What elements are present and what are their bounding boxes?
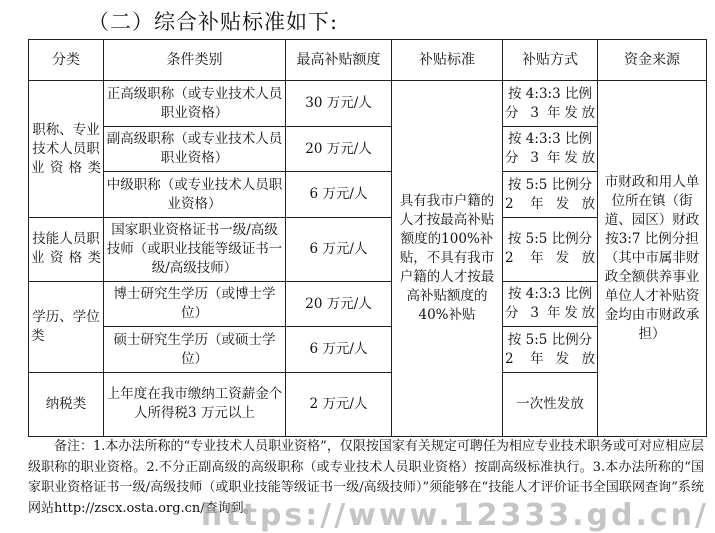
standard-cell: 具有我市户籍的人才按最高补贴额度的100%补贴，不具有我市户籍的人才按最高补贴额度的40%补贴 bbox=[392, 81, 503, 437]
method-cell: 按 5:5 比例分 2 年发放 bbox=[503, 217, 598, 281]
condition-cell: 上年度在我市缴纳工资薪金个人所得税3 万元以上 bbox=[104, 372, 286, 436]
condition-cell: 国家职业资格证书一级/高级技师（或职业技能等级证书一级/高级技师） bbox=[104, 217, 286, 281]
subsidy-standard-table bbox=[28, 39, 707, 437]
condition-cell: 中级职称（或专业技术人员职业资格） bbox=[104, 172, 286, 217]
category-cell: 纳税类 bbox=[29, 372, 104, 436]
method-cell: 按 4:3:3 比例分 3 年发放 bbox=[503, 81, 598, 126]
amount-cell: 6 万元/人 bbox=[286, 217, 392, 281]
footnote: 备注：1.本办法所称的“专业技术人员职业资格”，仅限按国家有关规定可聘任为相应专业技术职务或可对应相应层级职称的职业资格。2.不分正副高级的高级职称（或专业技术人员职业资格）按副高级标准执行。3.本办法所称的“国家职业资格证书一级/高级技师（或职业技能等级证书一级/高级技师）”须能够在“技能人才评价证书全国联网查询”系统网站http://zscx.osta.org.cn/查询到。 bbox=[28, 439, 704, 516]
condition-cell: 副高级职称（或专业技术人员职业资格） bbox=[104, 126, 286, 171]
header-category: 分类 bbox=[29, 40, 104, 81]
amount-cell: 2 万元/人 bbox=[286, 372, 392, 436]
header-condition: 条件类别 bbox=[104, 40, 286, 81]
category-cell: 学历、学位类 bbox=[29, 281, 104, 372]
table-header-row bbox=[29, 40, 707, 81]
amount-cell: 20 万元/人 bbox=[286, 281, 392, 326]
amount-cell: 20 万元/人 bbox=[286, 126, 392, 171]
method-cell: 按 4:3:3 比例分 3 年发放 bbox=[503, 126, 598, 171]
method-cell: 按 5:5 比例分 2 年发放 bbox=[503, 172, 598, 217]
page-title: （二）综合补贴标准如下: bbox=[88, 10, 339, 34]
table-row bbox=[29, 81, 707, 126]
method-cell: 按 4:3:3 比例分 3 年发放 bbox=[503, 281, 598, 326]
category-cell: 技能人员职业资格类 bbox=[29, 217, 104, 281]
condition-cell: 正高级职称（或专业技术人员职业资格） bbox=[104, 81, 286, 126]
condition-cell: 博士研究生学历（或博士学位） bbox=[104, 281, 286, 326]
header-standard: 补贴标准 bbox=[392, 40, 503, 81]
method-cell: 按 5:5 比例分 2 年发放 bbox=[503, 327, 598, 372]
condition-cell: 硕士研究生学历（或硕士学位） bbox=[104, 327, 286, 372]
amount-cell: 30 万元/人 bbox=[286, 81, 392, 126]
amount-cell: 6 万元/人 bbox=[286, 327, 392, 372]
method-cell: 一次性发放 bbox=[503, 372, 598, 436]
header-max-amount: 最高补贴额度 bbox=[286, 40, 392, 81]
header-fund-source: 资金来源 bbox=[598, 40, 707, 81]
site-watermark: https://www.12333.gd.cn/ bbox=[200, 498, 709, 533]
fund-source-cell: 市财政和用人单位所在镇（街道、园区）财政按3:7 比例分担（其中市属非财政全额供养事业单位人才补贴资金均由市财政承担） bbox=[598, 81, 707, 437]
header-method: 补贴方式 bbox=[503, 40, 598, 81]
category-cell: 职称、专业技术人员职业资格类 bbox=[29, 81, 104, 217]
amount-cell: 6 万元/人 bbox=[286, 172, 392, 217]
